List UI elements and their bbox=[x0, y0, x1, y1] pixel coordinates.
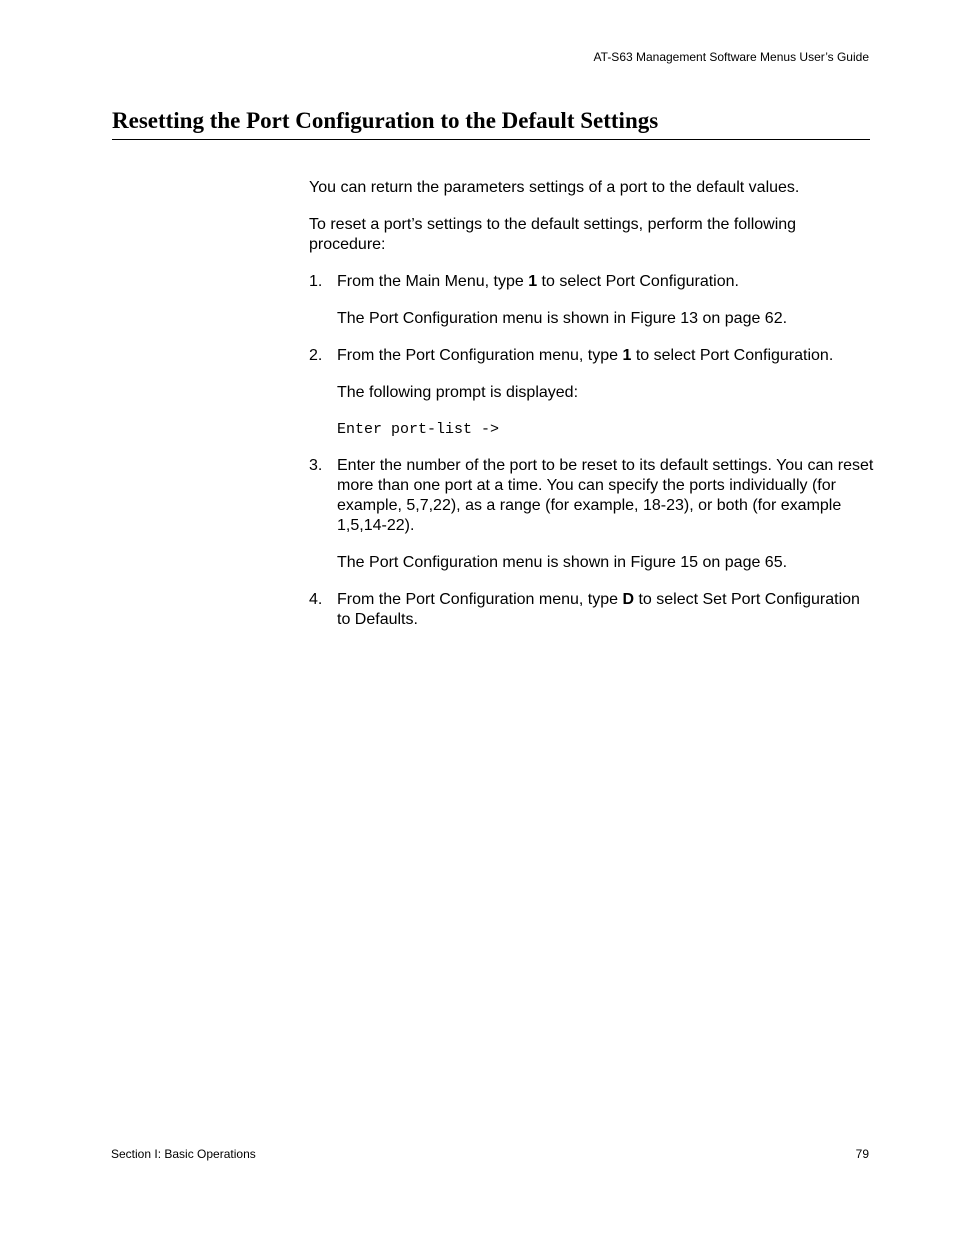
step-2-note: The following prompt is displayed: bbox=[337, 384, 579, 401]
step-key: 1 bbox=[528, 273, 538, 290]
procedure-intro-paragraph: To reset a port’s settings to the default settings, perform the following procedure: bbox=[309, 216, 797, 253]
running-header: AT-S63 Management Software Menus User’s Guide bbox=[593, 50, 869, 64]
step-text bbox=[337, 272, 874, 292]
step-3 bbox=[309, 456, 874, 536]
step-number: 4. bbox=[309, 591, 323, 608]
step-key: D bbox=[622, 591, 635, 608]
footer-page-number: 79 bbox=[855, 1147, 869, 1161]
step-text-before: From the Port Configuration menu, type bbox=[337, 591, 623, 608]
step-1 bbox=[309, 272, 874, 292]
step-text bbox=[337, 346, 874, 366]
step-number: 3. bbox=[309, 457, 323, 474]
step-text-after: to select Set Port Configuration to Defaults. bbox=[337, 591, 860, 628]
step-text-after: to select Port Configuration. bbox=[537, 273, 739, 290]
prompt-code: Enter port-list -> bbox=[337, 421, 500, 438]
intro-paragraph: You can return the parameters settings of a port to the default values. bbox=[309, 179, 800, 196]
step-1-note: The Port Configuration menu is shown in Figure 13 on page 62. bbox=[337, 310, 788, 327]
step-3-note: The Port Configuration menu is shown in Figure 15 on page 65. bbox=[337, 554, 788, 571]
footer-section-name: Section I: Basic Operations bbox=[111, 1147, 256, 1161]
step-text-before: From the Main Menu, type bbox=[337, 273, 529, 290]
section-title: Resetting the Port Configuration to the Default Settings bbox=[112, 107, 870, 140]
step-text-before: From the Port Configuration menu, type bbox=[337, 347, 623, 364]
step-text-after: to select Port Configuration. bbox=[631, 347, 834, 364]
step-4 bbox=[309, 590, 874, 630]
step-text: Enter the number of the port to be reset to its default settings. You can reset more than one port at a time. You can specify the ports individually (for example, 5,7,22), as a range (for example, 18-23), or both (for example 1,5,14-22). bbox=[337, 457, 874, 534]
step-2 bbox=[309, 346, 874, 366]
step-number: 1. bbox=[309, 273, 323, 290]
step-number: 2. bbox=[309, 347, 323, 364]
step-text bbox=[337, 590, 874, 630]
step-key: 1 bbox=[622, 347, 632, 364]
body-content bbox=[309, 178, 874, 647]
